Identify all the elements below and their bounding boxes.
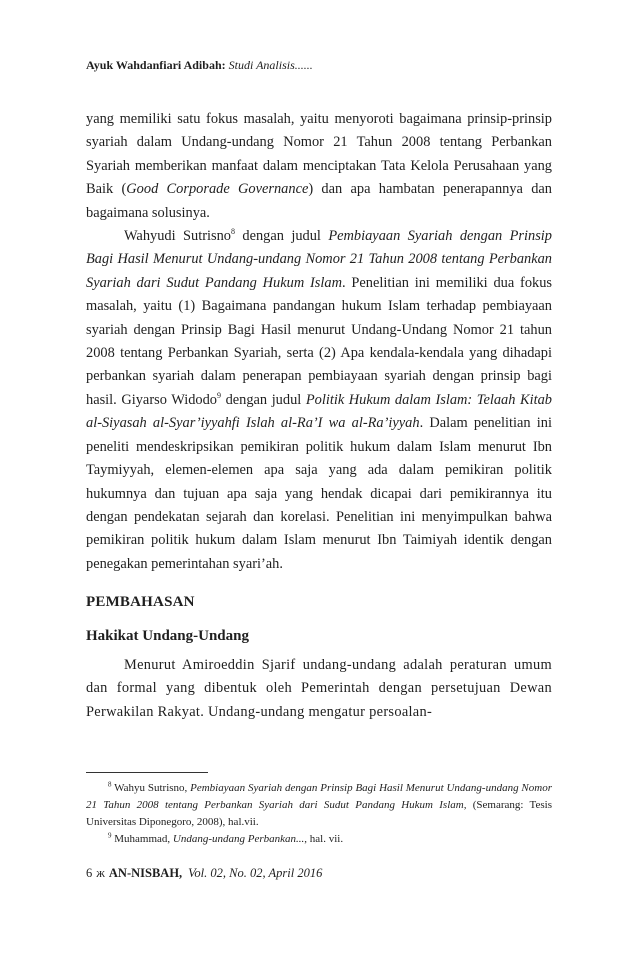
footnote-9-title: Undang-undang Perbankan...	[172, 833, 305, 845]
footnote-9-rest: , hal. vii.	[304, 833, 344, 845]
paragraph-1	[86, 108, 552, 225]
paragraph-3: Menurut Amiroeddin Sjarif undang-undang adalah peraturan umum dan formal yang dibentuk oleh Pemerintah dengan persetujuan Dewan Perwakilan Rakyat. Undang-undang mengatur persoalan-	[86, 657, 552, 720]
term-good-corporate-governance: Good Corporade Governance	[126, 181, 309, 198]
paragraph-2	[86, 225, 552, 576]
paragraph-2-text-2: . Penelitian ini memiliki dua fokus masalah, yaitu (1) Bagaimana pandangan hukum Islam terhadap pembiayaan syariah dengan Prinsip Bagi Hasil menurut Undang-Undang Nomor 21 tahun 2008 tentang Perbankan Syariah, serta (2) Apa kendala-kendala yang dihadapi perbankan syariah dalam penerapan pembiayaan syariah dengan prinsip bagi hasil. Giyarso Widodo	[86, 274, 553, 408]
body-text	[86, 108, 552, 576]
research-title-1: Pembiayaan Syariah dengan Prinsip Bagi Hasil Menurut Undang-undang Nomor 21 Tahun 2008 tentang Perbankan Syariah dari Sudut Pandang Hukum Islam	[86, 228, 552, 291]
header-author: Ayuk Wahdanfiari Adibah:	[86, 58, 226, 72]
footnotes	[86, 780, 552, 848]
paragraph-2-text-1: dengan judul	[234, 228, 329, 245]
page-number: 6	[86, 866, 93, 880]
footnote-9-number: 9	[108, 831, 112, 840]
running-header	[86, 58, 313, 73]
paragraph-1-text: yang memiliki satu fokus masalah, yaitu menyoroti bagaimana prinsip-prinsip syariah dalam Undang-undang Nomor 21 Tahun 2008 tentang Perbankan Syariah memberikan manfaat dalam menciptakan Tata Kelola Perusahaan yang Baik (	[86, 111, 552, 198]
footnote-8-publication: (Semarang: Tesis Universitas Diponegoro, 2008), hal.vii.	[86, 799, 552, 828]
sub-heading: Hakikat Undang-Undang	[86, 628, 249, 644]
research-title-2: Politik Hukum dalam Islam: Telaah Kitab al-Siyasah al-Syar’iyyahfi Islah al-Ra’I wa al-Ra’iyyah	[86, 391, 552, 432]
paragraph-2-text-4: . Dalam penelitian ini peneliti mendeskripsikan pemikiran politik hukum dalam Islam menurut Ibn Taymiyyah, elemen-elemen apa saja yang ada dalam pemikiran politik hukumnya dan tujuan apa saja yang hendak dicapai dari pemikirannya itu dengan pendekatan sejarah dan korelasi. Penelitian ini menyimpulkan bahwa pemikiran politik hukum dalam Islam menurut Ibn Taimiyah identik dengan penegakan pemerintahan syari’ah.	[86, 415, 552, 572]
journal-volume: Vol. 02, No. 02, April 2016	[188, 866, 323, 880]
paragraph-1-text-end: ) dan apa hambatan penerapannya dan bagaimana solusinya.	[86, 181, 552, 221]
footnote-ref-8[interactable]: 8	[230, 227, 235, 237]
journal-name: AN-NISBAH,	[108, 866, 183, 880]
body-text-section	[86, 654, 552, 724]
header-short-title: Studi Analisis......	[228, 58, 313, 72]
researcher-name: Wahyudi Sutrisno	[124, 228, 231, 245]
footer-ornament-icon: ж	[96, 866, 105, 880]
footnote-9-author: Muhammad,	[114, 833, 173, 845]
paragraph-2-text-3: dengan judul	[221, 391, 306, 408]
footnote-8	[86, 780, 552, 831]
footnote-divider	[86, 772, 208, 773]
page-footer	[86, 866, 322, 881]
footnote-8-author: Wahyu Sutrisno,	[114, 782, 191, 794]
footnote-8-number: 8	[108, 780, 112, 789]
footnote-8-title: Pembiayaan Syariah dengan Prinsip Bagi Hasil Menurut Undang-undang Nomor 21 Tahun 2008 tentang Perbankan Syariah dari Sudut Pandang Hukum Islam,	[86, 782, 552, 811]
footnote-9	[86, 831, 552, 848]
footnote-ref-9[interactable]: 9	[217, 391, 221, 401]
section-heading: PEMBAHASAN	[86, 594, 195, 610]
